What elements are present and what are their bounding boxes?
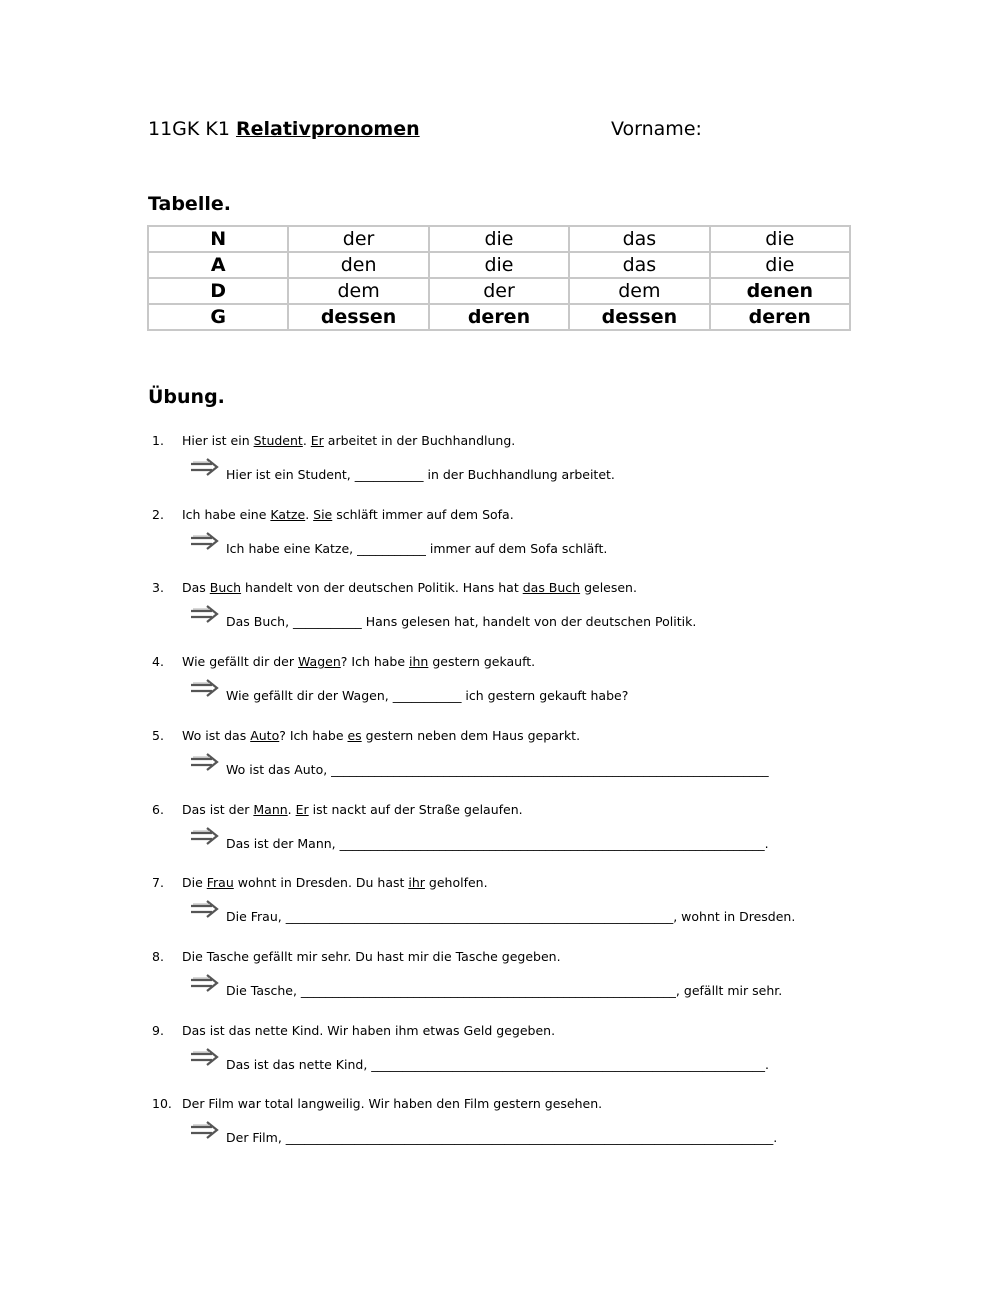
- sentence-text: .: [302, 433, 311, 448]
- table-cell: dessen: [569, 304, 709, 330]
- answer-prompt[interactable]: Ich habe eine Katze, ___________ immer auf dem Sofa schläft.: [226, 540, 608, 556]
- table-cell: dem: [288, 278, 428, 304]
- exercise-sentence: [182, 728, 580, 743]
- underlined-word: ihr: [408, 875, 425, 891]
- exercise-number: 3.: [152, 580, 164, 596]
- exercise-number: 1.: [152, 433, 164, 448]
- underlined-word: Student: [253, 433, 303, 448]
- sentence-text: Hier ist ein: [182, 433, 254, 448]
- sentence-text: Wie gefällt dir der: [182, 654, 298, 670]
- underlined-word: Sie: [313, 506, 333, 522]
- underlined-word: es: [347, 727, 362, 743]
- answer-prompt[interactable]: Der Film, ______________________________________________________________________________.: [226, 1130, 778, 1146]
- double-arrow-icon: [190, 605, 220, 625]
- double-arrow-icon: [190, 1121, 220, 1141]
- answer-prompt[interactable]: Das ist das nette Kind, _______________________________________________________________.: [226, 1056, 769, 1072]
- exercise-sentence: [182, 1096, 602, 1111]
- exercise-sentence: [182, 654, 535, 669]
- sentence-text: arbeitet in der Buchhandlung.: [323, 433, 516, 448]
- exercise-number: 8.: [152, 948, 164, 964]
- sentence-text: gelesen.: [580, 580, 637, 596]
- sentence-text: ? Ich habe: [340, 654, 410, 670]
- case-label: A: [148, 252, 288, 278]
- table-cell: die: [710, 226, 850, 252]
- sentence-text: Das ist der: [182, 801, 254, 817]
- exercise-number: 6.: [152, 801, 164, 817]
- sentence-text: ist nackt auf der Straße gelaufen.: [308, 801, 523, 817]
- vorname-label: Vorname:: [611, 118, 702, 140]
- table-row: [148, 278, 850, 304]
- underlined-word: Er: [310, 433, 324, 448]
- table-cell: denen: [710, 278, 850, 304]
- exercise-section-title: Übung.: [148, 386, 225, 408]
- sentence-text: geholfen.: [424, 875, 488, 891]
- answer-prompt[interactable]: Wie gefällt dir der Wagen, ___________ ich gestern gekauft habe?: [226, 688, 629, 704]
- case-label: D: [148, 278, 288, 304]
- underlined-word: Er: [295, 801, 309, 817]
- sentence-text: wohnt in Dresden. Du hast: [233, 875, 409, 891]
- double-arrow-icon: [190, 900, 220, 920]
- double-arrow-icon: [190, 532, 220, 552]
- exercise-number: 2.: [152, 506, 164, 522]
- underlined-word: Frau: [206, 875, 234, 891]
- sentence-text: ? Ich habe: [279, 727, 348, 743]
- exercise-number: 4.: [152, 654, 164, 670]
- sentence-text: Das: [182, 580, 210, 596]
- course-code: 11GK K1: [148, 118, 230, 140]
- table-cell: die: [710, 252, 850, 278]
- table-cell: die: [429, 226, 569, 252]
- answer-prompt[interactable]: Die Frau, ______________________________________________________________, wohnt in Dresden.: [226, 909, 796, 925]
- underlined-word: Mann: [253, 801, 288, 817]
- underlined-word: das Buch: [522, 580, 581, 596]
- sentence-text: .: [305, 506, 314, 522]
- exercise-sentence: [182, 433, 515, 448]
- worksheet-title: [148, 118, 420, 140]
- double-arrow-icon: [190, 753, 220, 773]
- exercise-number: 10.: [152, 1096, 172, 1112]
- table-cell: das: [569, 226, 709, 252]
- sentence-text: Die Tasche gefällt mir sehr. Du hast mir die Tasche gegeben.: [182, 948, 561, 964]
- double-arrow-icon: [190, 679, 220, 699]
- underlined-word: ihn: [409, 654, 429, 670]
- case-label: N: [148, 226, 288, 252]
- exercise-sentence: [182, 1023, 555, 1038]
- double-arrow-icon: [190, 458, 220, 478]
- exercise-sentence: [182, 875, 488, 890]
- sentence-text: gestern gekauft.: [428, 654, 536, 670]
- table-row: [148, 226, 850, 252]
- answer-prompt[interactable]: Die Tasche, ____________________________________________________________, gefällt mir sehr.: [226, 982, 783, 998]
- underlined-word: Katze: [270, 506, 306, 522]
- relative-pronoun-table: [147, 225, 851, 331]
- table-section-title: Tabelle.: [148, 193, 231, 215]
- answer-prompt[interactable]: Das Buch, ___________ Hans gelesen hat, handelt von der deutschen Politik.: [226, 614, 697, 630]
- table-cell: dessen: [288, 304, 428, 330]
- exercise-number: 7.: [152, 875, 164, 891]
- sentence-text: handelt von der deutschen Politik. Hans hat: [241, 580, 523, 596]
- worksheet-header: [148, 118, 848, 148]
- answer-prompt[interactable]: Wo ist das Auto, ______________________________________________________________________: [226, 761, 769, 777]
- case-label: G: [148, 304, 288, 330]
- exercise-sentence: [182, 949, 561, 964]
- exercise-sentence: [182, 507, 514, 522]
- table-cell: deren: [710, 304, 850, 330]
- sentence-text: Ich habe eine: [182, 506, 271, 522]
- sentence-text: Wo ist das: [182, 727, 251, 743]
- topic-title: Relativpronomen: [236, 118, 420, 140]
- answer-prompt[interactable]: Das ist der Mann, ____________________________________________________________________.: [226, 835, 769, 851]
- exercise-sentence: [182, 802, 523, 817]
- underlined-word: Buch: [209, 580, 242, 596]
- table-cell: der: [429, 278, 569, 304]
- underlined-word: Auto: [250, 727, 280, 743]
- sentence-text: gestern neben dem Haus geparkt.: [361, 727, 581, 743]
- table-row: [148, 252, 850, 278]
- exercise-number: 9.: [152, 1022, 164, 1038]
- sentence-text: schläft immer auf dem Sofa.: [332, 506, 514, 522]
- sentence-text: .: [287, 801, 296, 817]
- sentence-text: Die: [182, 875, 207, 891]
- answer-prompt[interactable]: Hier ist ein Student, ___________ in der Buchhandlung arbeitet.: [226, 467, 615, 482]
- table-cell: die: [429, 252, 569, 278]
- table-cell: den: [288, 252, 428, 278]
- underlined-word: Wagen: [298, 654, 341, 670]
- double-arrow-icon: [190, 974, 220, 994]
- double-arrow-icon: [190, 827, 220, 847]
- exercise-sentence: [182, 580, 637, 595]
- sentence-text: Das ist das nette Kind. Wir haben ihm etwas Geld gegeben.: [182, 1022, 556, 1038]
- table-cell: das: [569, 252, 709, 278]
- table-row: [148, 304, 850, 330]
- sentence-text: Der Film war total langweilig. Wir haben den Film gestern gesehen.: [182, 1096, 603, 1112]
- table-cell: der: [288, 226, 428, 252]
- table-cell: deren: [429, 304, 569, 330]
- exercise-number: 5.: [152, 727, 164, 743]
- table-cell: dem: [569, 278, 709, 304]
- double-arrow-icon: [190, 1048, 220, 1068]
